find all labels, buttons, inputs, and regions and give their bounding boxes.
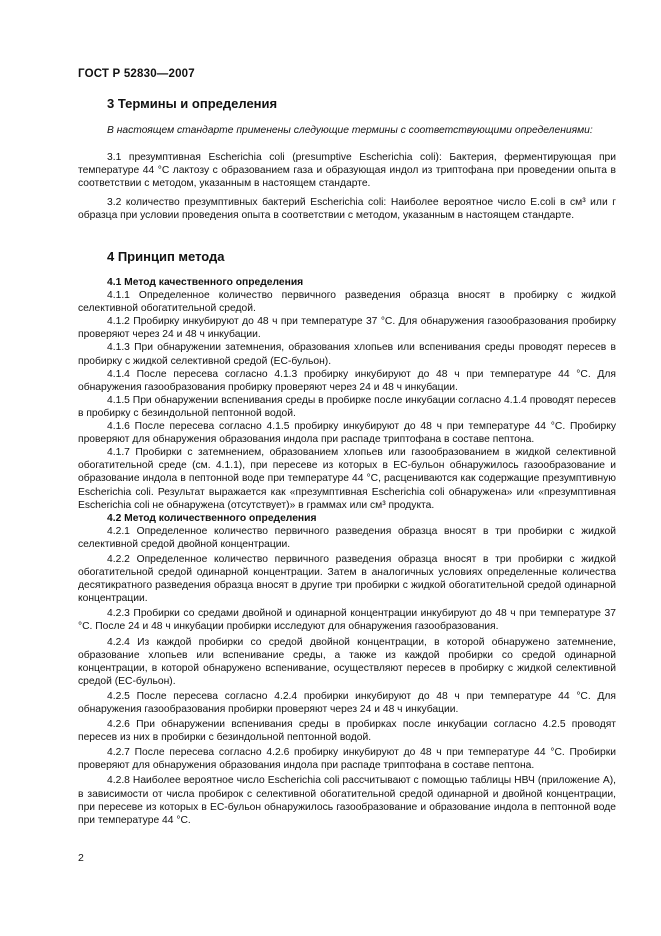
para-4-2-7: 4.2.7 После пересева согласно 4.2.6 пробирку инкубируют до 48 ч при температуре 44 °С. Пробирки проверяют для обнаружения образования индола при распаде триптофана в составе пептона. (78, 747, 616, 772)
para-4-1-7: 4.1.7 Пробирки с затемнением, образованием хлопьев или газообразованием в жидкой селективной обогатительной среде (см. 4.1.1), при пересеве из которых в ЕС-бульон обнаружилось газообразование и образование индола в пептонной воде при температуре 44 °С, расцениваются как содержащие презумптивную Escherichia coli. Результат выражается как «презумптивная Escherichia coli обнаружена» или «презумптивная Escherichia coli не обнаружена (отсутствует)» в граммах или см³ продукта. (78, 447, 616, 511)
section-3-intro: В настоящем стандарте применены следующие термины с соответствующими определениями: (107, 125, 593, 136)
para-4-2-6: 4.2.6 При обнаружении вспенивания среды в пробирках после инкубации согласно 4.2.5 проводят пересев из них в пробирки с безиндольной пептонной водой. (78, 719, 616, 744)
para-4-1-5: 4.1.5 При обнаружении вспенивания среды в пробирке после инкубации согласно 4.1.4 проводят пересев в пробирку с безиндольной пептонной водой. (78, 394, 616, 419)
para-4-2-5: 4.2.5 После пересева согласно 4.2.4 пробирки инкубируют до 48 ч при температуре 44 °С. Для обнаружения газообразования пробирки проверяют через 24 и 48 ч инкубации. (78, 690, 616, 715)
section-3-heading: 3 Термины и определения (107, 96, 278, 111)
para-4-1-3: 4.1.3 При обнаружении затемнения, образования хлопьев или вспенивания среды проводят пересев в пробирку с жидкой селективной средой (ЕС-бульон). (78, 342, 616, 367)
term-3-1: 3.1 презумптивная Escherichia coli (presumptive Escherichia coli): Бактерия, ферментирующая при температуре 44 °С лактозу с образованием газа и образующая индол из триптофана при проведении опыта в соответствии с методом, указанным в настоящем стандарте. (78, 152, 616, 190)
section-4-body (78, 276, 616, 827)
subsection-4-1-title: 4.1 Метод качественного определения (107, 277, 304, 288)
term-3-2: 3.2 количество презумптивных бактерий Escherichia coli: Наиболее вероятное число E.coli в см³ или г образца при условии проведения опыта в соответствии с методом, указанным в настоящем стандарте. (78, 197, 616, 222)
section-3-terms (78, 151, 616, 222)
document-header: ГОСТ Р 52830—2007 (78, 68, 195, 80)
subsection-4-2-title: 4.2 Метод количественного определения (107, 512, 317, 524)
para-4-2-4: 4.2.4 Из каждой пробирки со средой двойной концентрации, в которой обнаружено затемнение, образование хлопьев или вспенивание среды, а также из каждой пробирки со средой одинарной концентрации, в которой обнаружено вспенивание, осуществляют пересев в пробирку с жидкой селективной средой (ЕС-бульон). (78, 636, 616, 687)
para-4-1-1: 4.1.1 Определенное количество первичного разведения образца вносят в пробирку с жидкой селективной обогатительной средой. (78, 290, 616, 315)
section-4-heading: 4 Принцип метода (107, 249, 225, 264)
para-4-2-3: 4.2.3 Пробирки со средами двойной и одинарной концентрации инкубируют до 48 ч при температуре 37 °С. После 24 и 48 ч инкубации пробирки исследуют для обнаружения газообразования. (78, 608, 616, 633)
para-4-2-8: 4.2.8 Наиболее вероятное число Escherichia coli рассчитывают с помощью таблицы НВЧ (приложение А), в зависимости от числа пробирок с селективной обогатительной средой одинарной и двойной концентрации, при пересеве из которых в ЕС-бульон обнаружилось газообразование и образование индола в пептонной воде при температуре 44 °С. (78, 775, 616, 826)
para-4-2-1: 4.2.1 Определенное количество первичного разведения образца вносят в три пробирки с жидкой селективной средой двойной концентрации. (78, 525, 616, 550)
para-4-1-6: 4.1.6 После пересева согласно 4.1.5 пробирку инкубируют до 48 ч при температуре 44 °С. Пробирку проверяют для обнаружения образования индола при распаде триптофана в составе пептона. (78, 421, 616, 446)
para-4-1-2: 4.1.2 Пробирку инкубируют до 48 ч при температуре 37 °С. Для обнаружения газообразования пробирку проверяют через 24 и 48 ч инкубации. (78, 316, 616, 341)
para-4-2-2: 4.2.2 Определенное количество первичного разведения образца вносят в три пробирки с жидкой обогатительной средой одинарной концентрации. Затем в аналогичных условиях определенные количества десятикратного разведения образца вносят в другие три пробирки с жидкой обогатительной средой одинарной концентрации. (78, 553, 616, 605)
page-number: 2 (78, 852, 84, 864)
para-4-1-4: 4.1.4 После пересева согласно 4.1.3 пробирку инкубируют до 48 ч при температуре 44 °С. Для обнаружения газообразования пробирку проверяют через 24 и 48 ч инкубации. (78, 368, 616, 393)
